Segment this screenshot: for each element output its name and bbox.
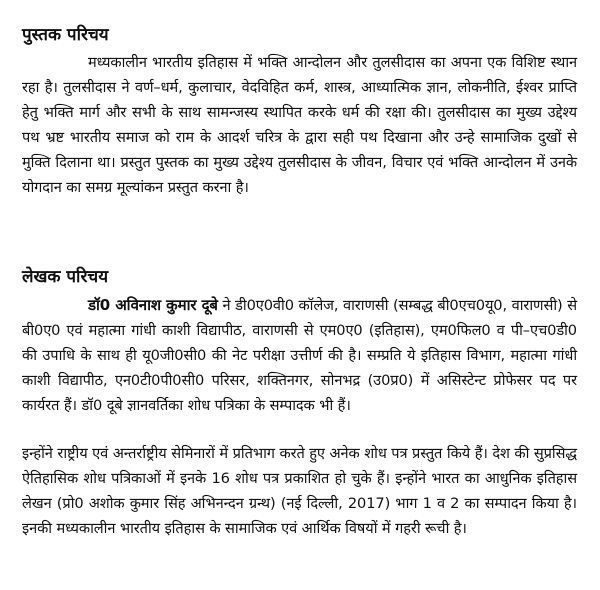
author-bio-paragraph <box>22 293 577 418</box>
author-bio-text: ने डी0ए0वी0 कॉलेज, वाराणसी (सम्बद्ध बी0एच0यू0, वाराणसी) से बी0ए0 एवं महात्मा गांधी काशी विद्यापीठ, वाराणसी से एम0ए0 (इतिहास), एम0फिल0 व पी–एच0डी0 की उपाधि के साथ ही यू0जी0सी0 की नेट परीक्षा उत्तीर्ण की है। सम्प्रति ये इतिहास विभाग, महात्मा गांधी काशी विद्यापीठ, एन0टी0पी0सी0 परिसर, शक्तिनगर, सोनभद्र (उ0प्र0) में असिस्टेन्ट प्रोफेसर पद पर कार्यरत हैं। डॉ0 दूबे ज्ञानवर्तिका शोध पत्रिका के सम्पादक भी हैं। <box>22 297 578 414</box>
author-achievements-paragraph: इन्होंने राष्ट्रीय एवं अन्तर्राष्ट्रीय सेमिनारों में प्रतिभाग करते हुए अनेक शोध पत्र प्रस्तुत किये हैं। देश की सुप्रसिद्ध ऐतिहासिक शोध पत्रिकाओं में इनके 16 शोध पत्र प्रकाशित हो चुके हैं। इन्होंने भारत का आधुनिक इतिहास लेखन (प्रो0 अशोक कुमार सिंह अभिनन्दन ग्रन्थ) (नई दिल्ली, 2017) भाग 1 व 2 का सम्पादन किया है। इनकी मध्यकालीन भारतीय इतिहास के सामाजिक एवं आर्थिक विषयों में गहरी रूची है। <box>22 445 577 537</box>
book-intro-heading: पुस्तक परिचय <box>22 25 109 45</box>
author-intro-heading: लेखक परिचय <box>22 267 109 287</box>
book-intro-paragraph: मध्यकालीन भारतीय इतिहास में भक्ति आन्दोलन और तुलसीदास का अपना एक विशिष्ट स्थान रहा है। तुलसीदास ने वर्ण–धर्म, कुलाचार, वेदविहित कर्म, शास्त्र, आध्यात्मिक ज्ञान, लोकनीति, ईश्वर प्राप्ति हेतु भक्ति मार्ग और सभी के साथ सामन्जस्य स्थापित करके धर्म की रक्षा की। तुलसीदास का मुख्य उद्देश्य पथ भ्रष्ट भारतीय समाज को राम के आदर्श चरित्र के द्वारा सही पथ दिखाना और उन्हे सामाजिक दुखों से मुक्ति दिलाना था। प्रस्तुत पुस्तक का मुख्य उद्देश्य तुलसीदास के जीवन, विचार एवं भक्ति आन्दोलन में उनके योगदान का समग्र मूल्यांकन प्रस्तुत करना है। <box>22 54 577 196</box>
author-name: डॉ0 अविनाश कुमार दूबे <box>88 296 218 314</box>
